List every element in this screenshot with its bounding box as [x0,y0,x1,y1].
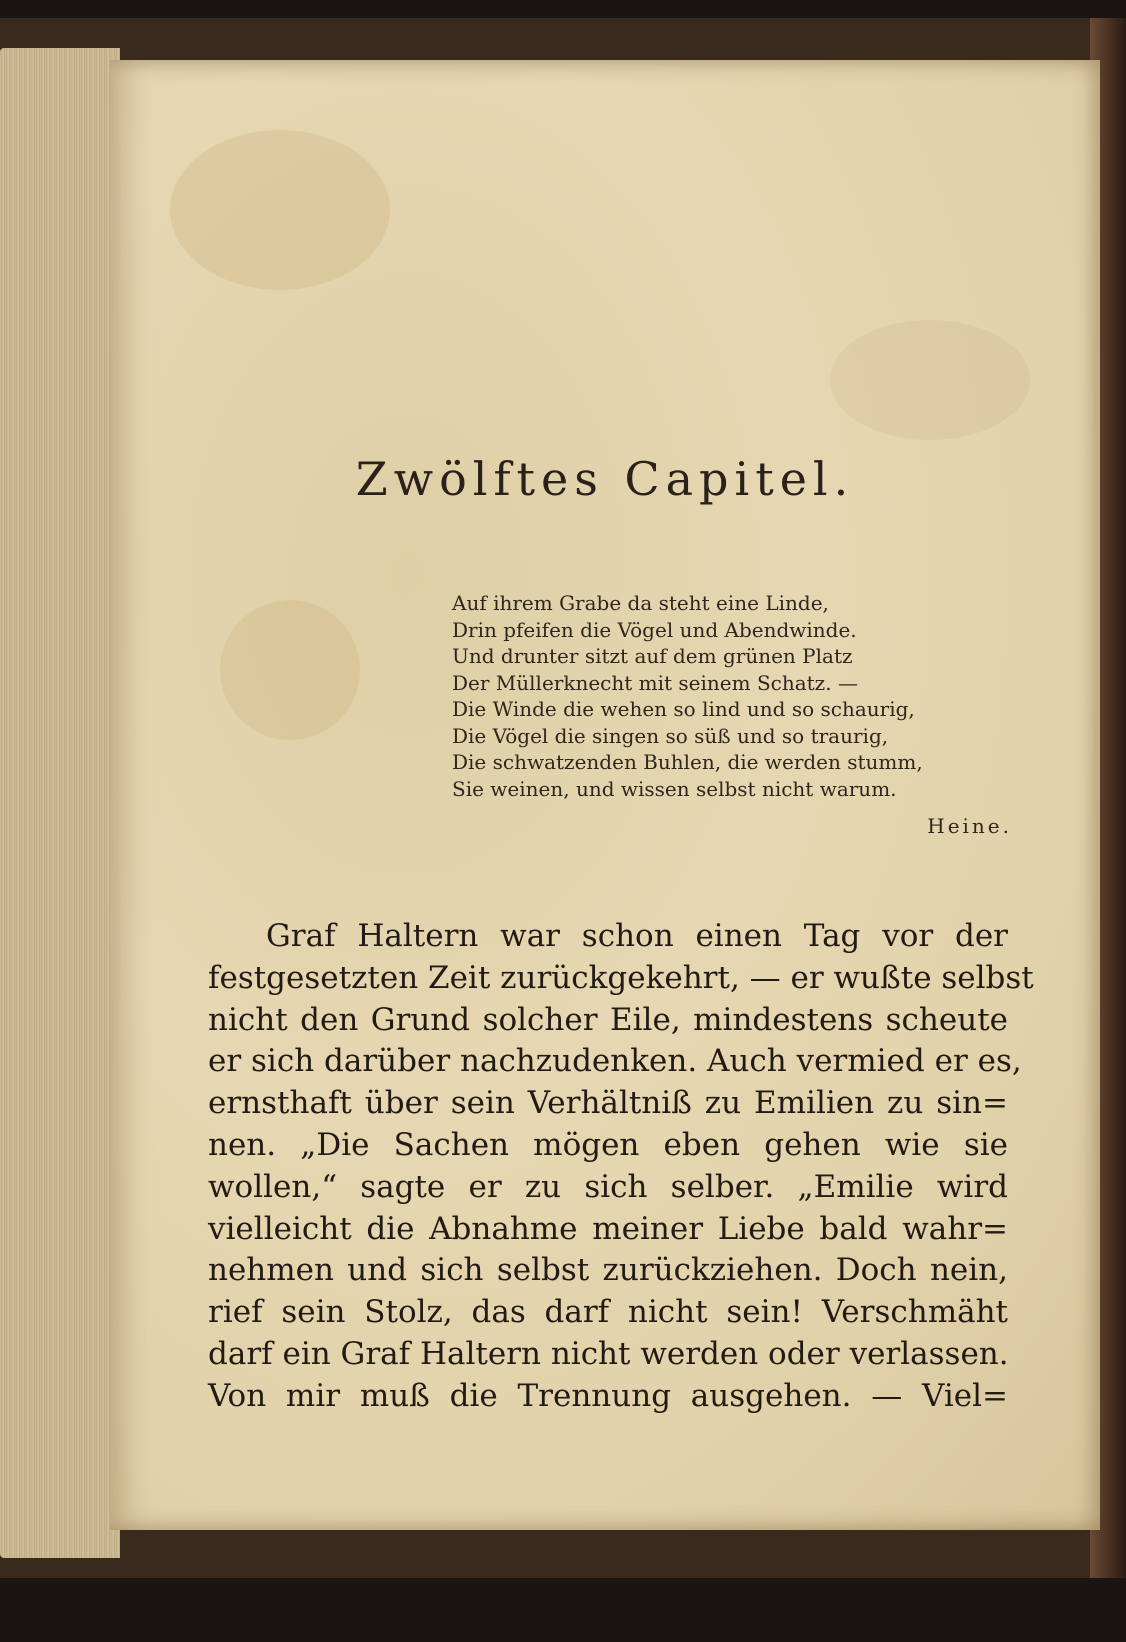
motto-line: Die Winde die wehen so lind und so schaurig, [452,697,915,721]
paper-stain [170,130,390,290]
body-line: darf ein Graf Haltern nicht werden oder verlassen. [208,1335,1009,1372]
body-line: Von mir muß die Trennung ausgehen. — Viel= [208,1377,1008,1414]
body-line: Graf Haltern war schon einen Tag vor der [266,918,1008,954]
motto-line: Drin pfeifen die Vögel und Abendwinde. [452,617,857,642]
body-line: vielleicht die Abnahme meiner Liebe bald wahr= [208,1210,1008,1247]
motto-poem [452,590,1012,838]
body-text [208,916,1034,1418]
body-line: rief sein Stolz, das darf nicht sein! Verschmäht [208,1294,1008,1331]
body-line: nehmen und sich selbst zurückziehen. Doch nein, [208,1252,1008,1289]
motto-line: Sie weinen, und wissen selbst nicht warum. [452,776,897,801]
book-page [110,60,1100,1530]
motto-line: Auf ihrem Grabe da steht eine Linde, [452,591,829,615]
motto-author: Heine. [927,814,1012,838]
body-line: ernsthaft über sein Verhältniß zu Emilien zu sin= [208,1085,1008,1122]
body-line: er sich darüber nachzudenken. Auch vermied er es, [208,1043,1022,1080]
paper-stain [220,600,360,740]
motto-line: Die schwatzenden Buhlen, die werden stumm, [452,750,923,774]
paper-stain [830,320,1030,440]
body-line: festgesetzten Zeit zurückgekehrt, — er wußte selbst [208,959,1034,996]
motto-line: Die Vögel die singen so süß und so traurig, [452,723,889,748]
motto-line: Der Müllerknecht mit seinem Schatz. — [452,670,858,695]
body-line: nicht den Grund solcher Eile, mindestens scheute [208,1001,1008,1038]
body-line: wollen,“ sagte er zu sich selber. „Emilie wird [208,1168,1008,1205]
motto-line: Und drunter sitzt auf dem grünen Platz [452,644,853,668]
body-line: nen. „Die Sachen mögen eben gehen wie sie [208,1126,1008,1163]
chapter-title: Zwölftes Capitel. [355,452,855,506]
page-edges [0,48,120,1558]
